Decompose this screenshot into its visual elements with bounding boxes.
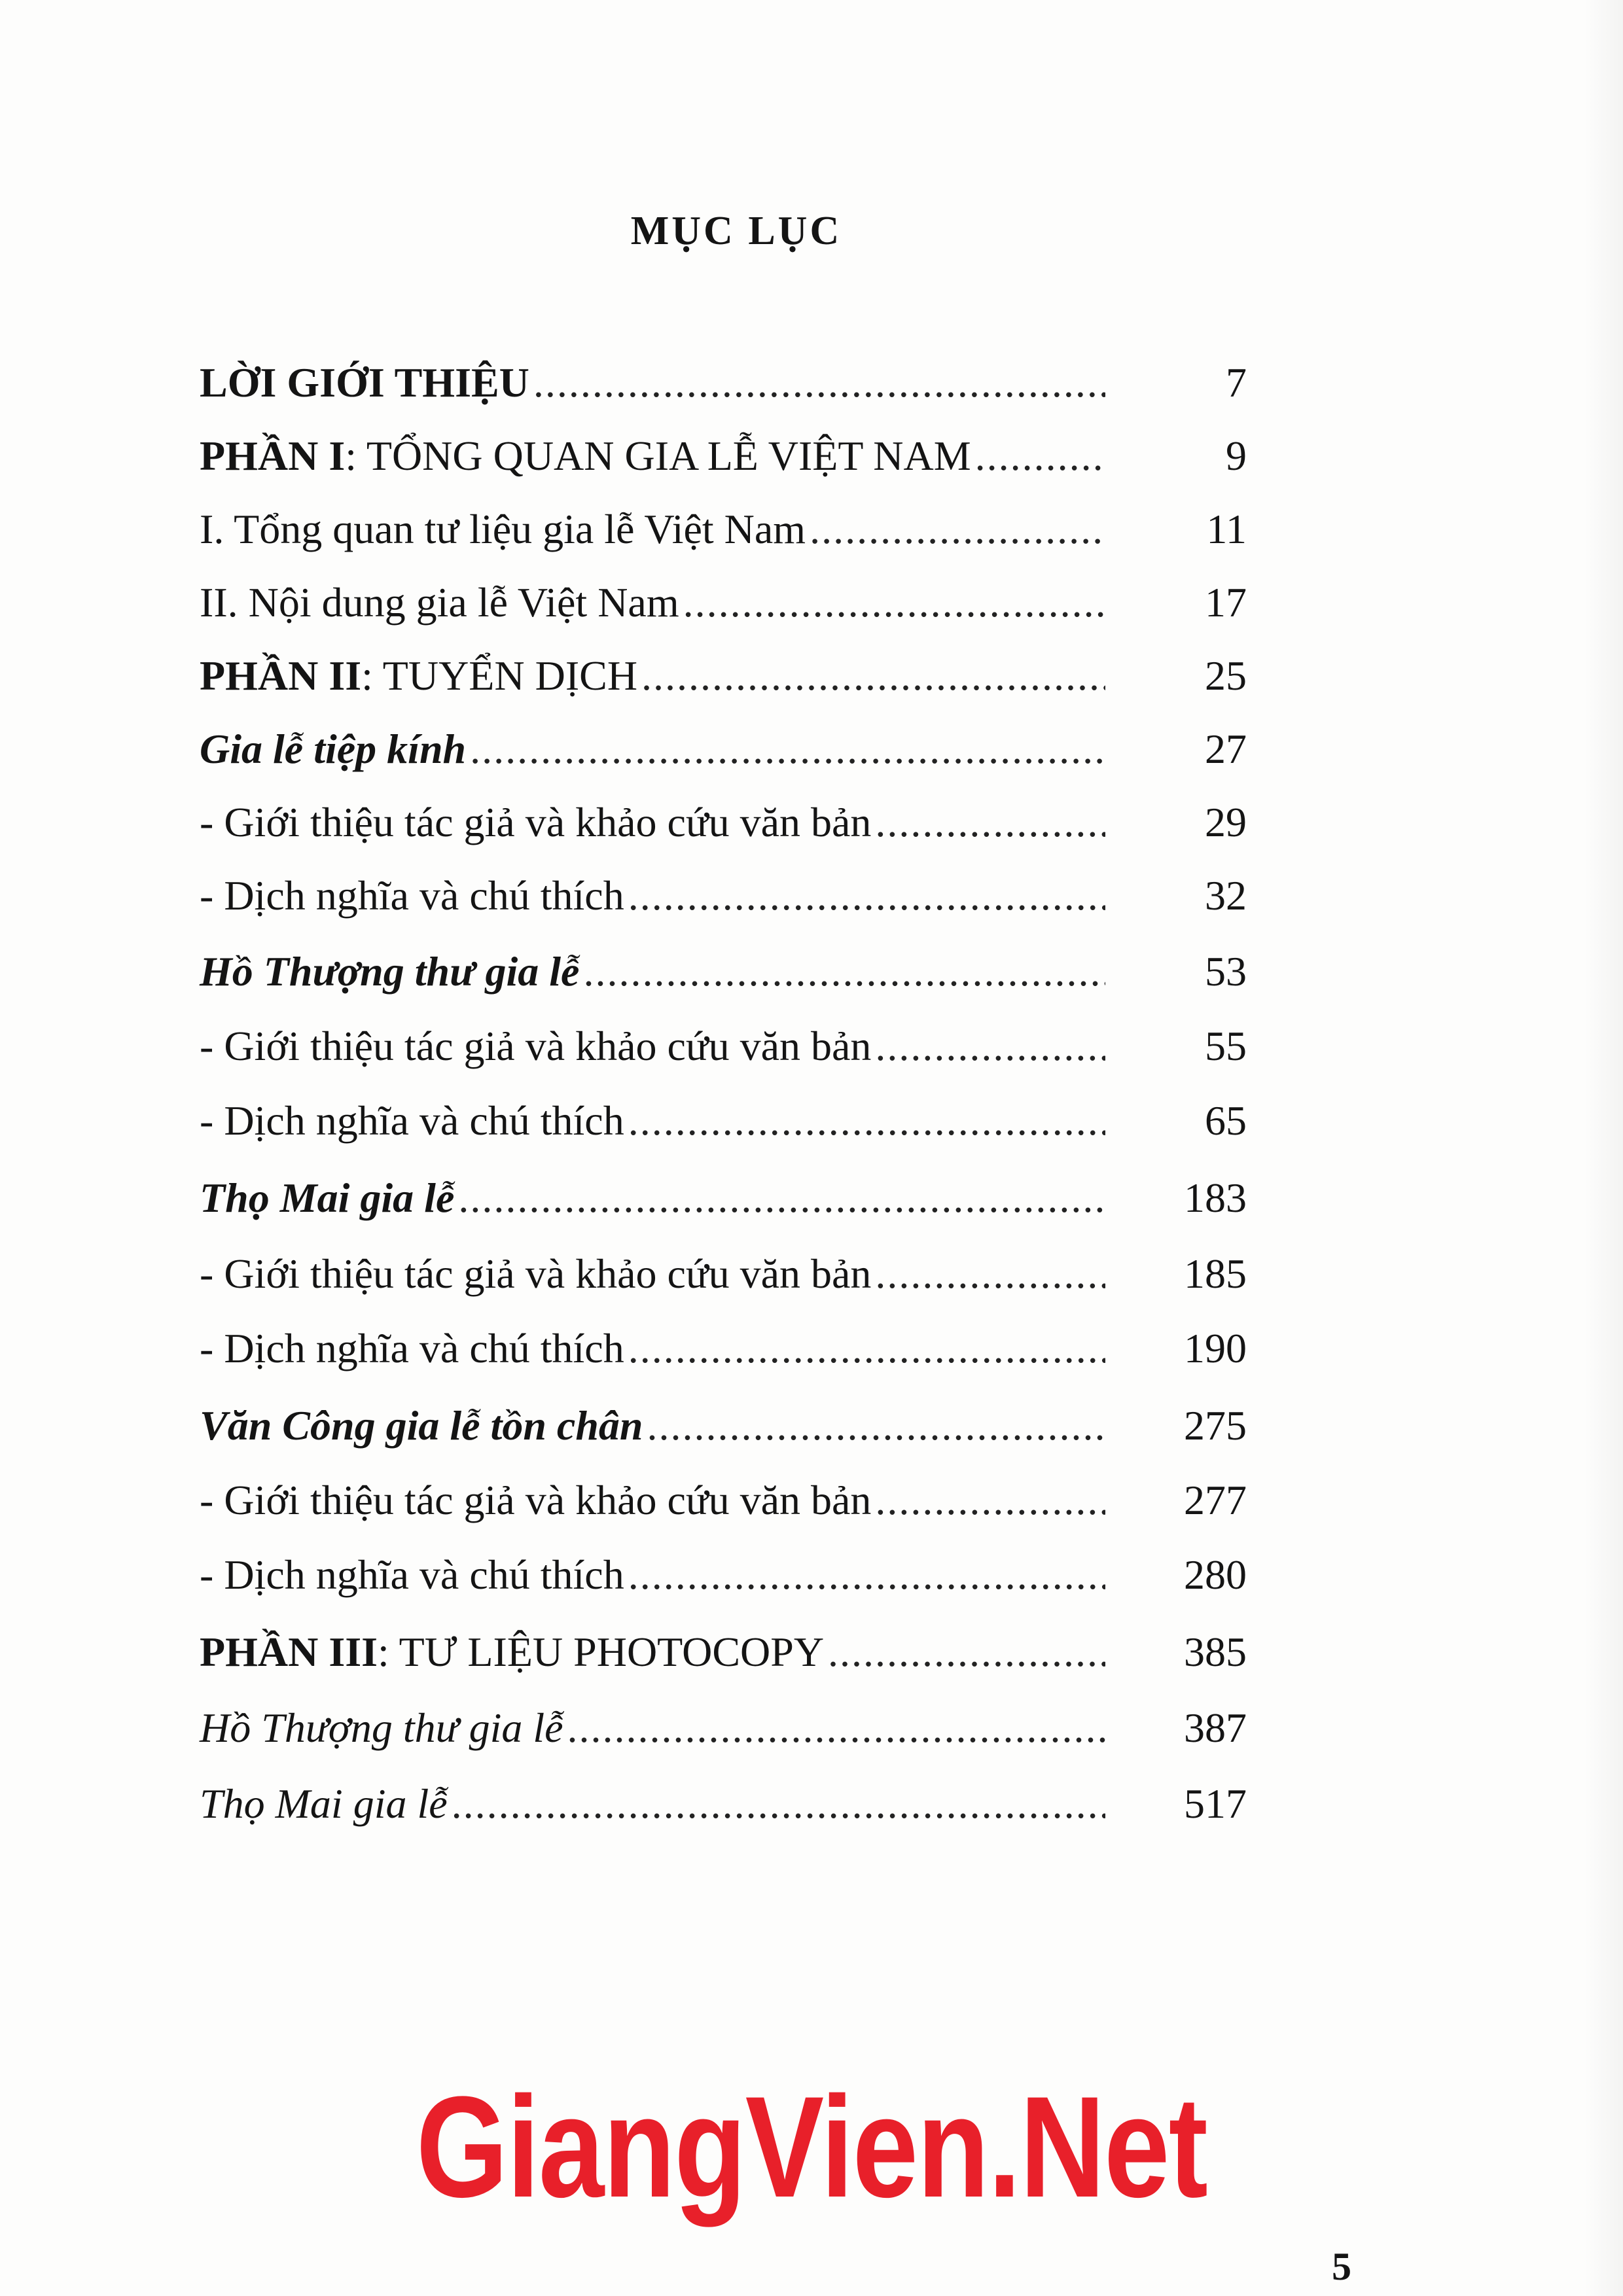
toc-entry-label: - Giới thiệu tác giả và khảo cứu văn bản <box>200 1023 872 1069</box>
toc-entry-page: 27 <box>1205 726 1247 772</box>
toc-entry-page: 55 <box>1205 1023 1247 1069</box>
toc-entry-label: Văn Công gia lễ tồn chân <box>200 1402 643 1449</box>
toc-entry-label <box>200 652 637 700</box>
toc-entry-label: - Giới thiệu tác giả và khảo cứu văn bản <box>200 799 872 845</box>
toc-entry-label: LỜI GIỚI THIỆU <box>200 359 529 406</box>
toc-entry-page: 17 <box>1205 579 1247 626</box>
toc-dot-leader <box>828 1628 1105 1676</box>
toc-entry-page: 29 <box>1205 799 1247 845</box>
toc-dot-leader <box>975 432 1105 480</box>
toc-entry-page: 190 <box>1184 1325 1247 1371</box>
toc-dot-leader <box>875 1250 1105 1298</box>
toc-entry-label: Thọ Mai gia lễ <box>200 1780 448 1827</box>
watermark-logo: GiangVien.Net <box>416 2066 1207 2227</box>
toc-entry-page: 32 <box>1205 872 1247 919</box>
page-edge-shadow <box>1584 0 1623 2296</box>
toc-dot-leader <box>533 359 1105 407</box>
toc-entry-label: II. Nội dung gia lễ Việt Nam <box>200 579 679 626</box>
toc-entry-page: 385 <box>1184 1629 1247 1675</box>
toc-entry-label <box>200 432 971 480</box>
toc-entry-page: 65 <box>1205 1097 1247 1144</box>
toc-entry-page: 277 <box>1184 1477 1247 1523</box>
toc-entry-page: 25 <box>1205 652 1247 699</box>
toc-entry <box>200 798 1247 851</box>
toc-entry <box>200 578 1247 631</box>
toc-dot-leader <box>875 1476 1105 1525</box>
toc-dot-leader <box>628 872 1105 920</box>
toc-dot-leader <box>458 1174 1105 1222</box>
toc-entry-page: 275 <box>1184 1402 1247 1449</box>
toc-dot-leader <box>583 947 1105 996</box>
toc-entry <box>200 652 1247 704</box>
page-number: 5 <box>1332 2245 1351 2288</box>
toc-entry-page: 7 <box>1226 359 1247 406</box>
toc-entry-page: 517 <box>1184 1780 1247 1827</box>
toc-entry <box>200 1780 1247 1832</box>
toc-entry <box>200 359 1247 411</box>
toc-part-title: : TỔNG QUAN GIA LỄ VIỆT NAM <box>345 433 971 479</box>
toc-entry-label: Hồ Thượng thư gia lễ <box>200 1704 563 1751</box>
toc-entry <box>200 1476 1247 1528</box>
toc-entry-page: 387 <box>1184 1704 1247 1751</box>
toc-entry-label: Hồ Thượng thư gia lễ <box>200 948 580 995</box>
toc-entry <box>200 1174 1247 1226</box>
toc-entry <box>200 1097 1247 1149</box>
toc-entry <box>200 1324 1247 1377</box>
toc-entry-label: - Dịch nghĩa và chú thích <box>200 1551 624 1598</box>
toc-entry-label: - Dịch nghĩa và chú thích <box>200 1325 624 1371</box>
toc-entry-page: 185 <box>1184 1250 1247 1297</box>
toc-dot-leader <box>875 1022 1105 1070</box>
toc-entry-label: - Dịch nghĩa và chú thích <box>200 1097 624 1144</box>
toc-dot-leader <box>628 1551 1105 1599</box>
toc-entry <box>200 725 1247 777</box>
toc-entry <box>200 1704 1247 1756</box>
toc-entry-label: Gia lễ tiệp kính <box>200 726 467 772</box>
toc-dot-leader <box>641 652 1105 700</box>
toc-entry-label <box>200 1628 824 1676</box>
toc-entry <box>200 1402 1247 1454</box>
toc-entry <box>200 1551 1247 1603</box>
toc-entry-page: 280 <box>1184 1551 1247 1598</box>
toc-entry-page: 11 <box>1206 506 1247 552</box>
toc-dot-leader <box>810 505 1105 554</box>
toc-entry <box>200 1250 1247 1302</box>
toc-entry-page: 53 <box>1205 948 1247 995</box>
toc-dot-leader <box>452 1780 1105 1828</box>
toc-entry-label: Thọ Mai gia lễ <box>200 1174 455 1221</box>
toc-dot-leader <box>628 1324 1105 1373</box>
toc-entry <box>200 1022 1247 1074</box>
toc-entry <box>200 1628 1247 1680</box>
toc-part-label: PHẦN I <box>200 433 346 479</box>
toc-entry-page: 9 <box>1226 433 1247 479</box>
toc-dot-leader <box>628 1097 1105 1145</box>
toc-entry <box>200 505 1247 557</box>
toc-part-label: PHẦN II <box>200 652 362 699</box>
toc-entry <box>200 432 1247 484</box>
toc-entry-page: 183 <box>1184 1174 1247 1221</box>
toc-entry <box>200 947 1247 1000</box>
toc-entry-label: - Giới thiệu tác giả và khảo cứu văn bản <box>200 1477 872 1523</box>
toc-entry-label: - Dịch nghĩa và chú thích <box>200 872 624 919</box>
toc-dot-leader <box>567 1704 1105 1752</box>
toc-entry-label: - Giới thiệu tác giả và khảo cứu văn bản <box>200 1250 872 1297</box>
toc-part-title: : TUYỂN DỊCH <box>361 652 638 699</box>
toc-dot-leader <box>683 578 1105 627</box>
toc-entry-label: I. Tổng quan tư liệu gia lễ Việt Nam <box>200 506 806 552</box>
toc-dot-leader <box>470 725 1105 773</box>
toc-entry <box>200 872 1247 924</box>
toc-dot-leader <box>875 798 1105 847</box>
toc-part-label: PHẦN III <box>200 1629 378 1675</box>
toc-dot-leader <box>647 1402 1106 1450</box>
toc-part-title: : TƯ LIỆU PHOTOCOPY <box>378 1629 825 1675</box>
page-title: MỤC LỤC <box>630 209 842 253</box>
